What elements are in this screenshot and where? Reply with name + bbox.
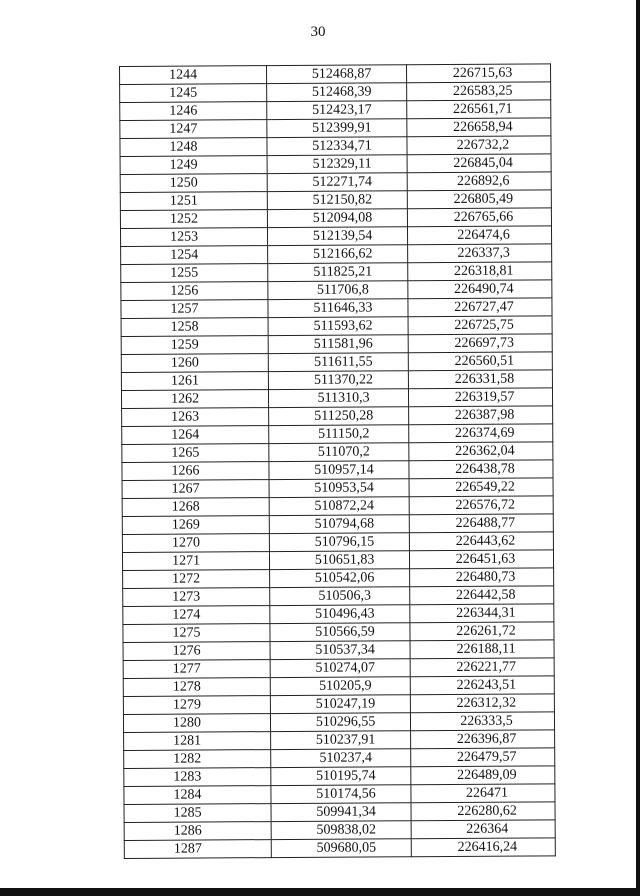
x-coordinate-cell: 510496,43 — [270, 605, 410, 624]
y-coordinate-cell: 226451,63 — [409, 550, 553, 569]
y-coordinate-cell: 226333,5 — [410, 712, 554, 731]
x-coordinate-cell: 512468,39 — [267, 83, 407, 102]
x-coordinate-cell: 510796,15 — [269, 533, 409, 552]
y-coordinate-cell: 226261,72 — [410, 622, 554, 641]
point-number-cell: 1255 — [121, 264, 268, 283]
y-coordinate-cell: 226344,31 — [410, 604, 554, 623]
page-number: 30 — [310, 24, 326, 40]
point-number-cell: 1245 — [120, 84, 267, 103]
x-coordinate-cell: 512423,17 — [267, 101, 407, 120]
y-coordinate-cell: 226243,51 — [410, 676, 554, 695]
point-number-cell: 1269 — [122, 516, 269, 535]
point-number-cell: 1285 — [124, 804, 271, 823]
table-row — [124, 838, 555, 859]
point-number-cell: 1260 — [121, 354, 268, 373]
x-coordinate-cell: 510274,07 — [270, 659, 410, 678]
x-coordinate-cell: 511150,2 — [269, 425, 409, 444]
point-number-cell: 1256 — [121, 282, 268, 301]
point-number-cell: 1253 — [120, 228, 267, 247]
y-coordinate-cell: 226474,6 — [408, 226, 552, 245]
point-number-cell: 1271 — [122, 552, 269, 571]
y-coordinate-cell: 226364 — [411, 820, 555, 839]
x-coordinate-cell: 511250,28 — [269, 407, 409, 426]
y-coordinate-cell: 226319,57 — [409, 388, 553, 407]
y-coordinate-cell: 226443,62 — [409, 532, 553, 551]
x-coordinate-cell: 511646,33 — [268, 299, 408, 318]
y-coordinate-cell: 226732,2 — [407, 136, 551, 155]
point-number-cell: 1266 — [122, 462, 269, 481]
x-coordinate-cell: 511370,22 — [268, 371, 408, 390]
x-coordinate-cell: 511611,55 — [268, 353, 408, 372]
y-coordinate-cell: 226188,11 — [410, 640, 554, 659]
y-coordinate-cell: 226396,87 — [411, 730, 555, 749]
y-coordinate-cell: 226221,77 — [410, 658, 554, 677]
coordinates-table-body — [120, 64, 556, 859]
point-number-cell: 1261 — [121, 372, 268, 391]
point-number-cell: 1280 — [123, 714, 270, 733]
y-coordinate-cell: 226805,49 — [407, 190, 551, 209]
y-coordinate-cell: 226725,75 — [408, 316, 552, 335]
point-number-cell: 1265 — [122, 444, 269, 463]
point-number-cell: 1274 — [123, 606, 270, 625]
y-coordinate-cell: 226337,3 — [408, 244, 552, 263]
point-number-cell: 1267 — [122, 480, 269, 499]
point-number-cell: 1275 — [123, 624, 270, 643]
coordinates-table — [119, 63, 556, 859]
x-coordinate-cell: 511706,8 — [268, 281, 408, 300]
point-number-cell: 1257 — [121, 300, 268, 319]
y-coordinate-cell: 226845,04 — [407, 154, 551, 173]
point-number-cell: 1250 — [120, 174, 267, 193]
x-coordinate-cell: 509680,05 — [271, 839, 411, 858]
y-coordinate-cell: 226765,66 — [407, 208, 551, 227]
point-number-cell: 1254 — [121, 246, 268, 265]
y-coordinate-cell: 226892,6 — [407, 172, 551, 191]
x-coordinate-cell: 512150,82 — [267, 191, 407, 210]
y-coordinate-cell: 226658,94 — [407, 118, 551, 137]
x-coordinate-cell: 510506,3 — [270, 587, 410, 606]
y-coordinate-cell: 226280,62 — [411, 802, 555, 821]
y-coordinate-cell: 226576,72 — [409, 496, 553, 515]
y-coordinate-cell: 226416,24 — [411, 838, 555, 857]
x-coordinate-cell: 510247,19 — [270, 695, 410, 714]
y-coordinate-cell: 226387,98 — [409, 406, 553, 425]
x-coordinate-cell: 510237,91 — [271, 731, 411, 750]
y-coordinate-cell: 226490,74 — [408, 280, 552, 299]
point-number-cell: 1259 — [121, 336, 268, 355]
point-number-cell: 1287 — [124, 840, 271, 859]
x-coordinate-cell: 510651,83 — [270, 551, 410, 570]
point-number-cell: 1278 — [123, 678, 270, 697]
y-coordinate-cell: 226479,57 — [411, 748, 555, 767]
point-number-cell: 1244 — [120, 66, 267, 85]
point-number-cell: 1258 — [121, 318, 268, 337]
x-coordinate-cell: 510542,06 — [270, 569, 410, 588]
y-coordinate-cell: 226583,25 — [407, 82, 551, 101]
y-coordinate-cell: 226362,04 — [409, 442, 553, 461]
y-coordinate-cell: 226471 — [411, 784, 555, 803]
point-number-cell: 1272 — [123, 570, 270, 589]
point-number-cell: 1263 — [122, 408, 269, 427]
y-coordinate-cell: 226374,69 — [409, 424, 553, 443]
y-coordinate-cell: 226438,78 — [409, 460, 553, 479]
y-coordinate-cell: 226318,81 — [408, 262, 552, 281]
x-coordinate-cell: 512329,11 — [267, 155, 407, 174]
x-coordinate-cell: 510953,54 — [269, 479, 409, 498]
point-number-cell: 1249 — [120, 156, 267, 175]
x-coordinate-cell: 510872,24 — [269, 497, 409, 516]
x-coordinate-cell: 512094,08 — [267, 209, 407, 228]
x-coordinate-cell: 510237,4 — [271, 749, 411, 768]
x-coordinate-cell: 511593,62 — [268, 317, 408, 336]
point-number-cell: 1262 — [121, 390, 268, 409]
x-coordinate-cell: 510566,59 — [270, 623, 410, 642]
x-coordinate-cell: 510537,34 — [270, 641, 410, 660]
point-number-cell: 1277 — [123, 660, 270, 679]
point-number-cell: 1248 — [120, 138, 267, 157]
point-number-cell: 1276 — [123, 642, 270, 661]
x-coordinate-cell: 512139,54 — [268, 227, 408, 246]
point-number-cell: 1281 — [124, 732, 271, 751]
point-number-cell: 1251 — [120, 192, 267, 211]
y-coordinate-cell: 226549,22 — [409, 478, 553, 497]
y-coordinate-cell: 226480,73 — [410, 568, 554, 587]
x-coordinate-cell: 511825,21 — [268, 263, 408, 282]
point-number-cell: 1247 — [120, 120, 267, 139]
x-coordinate-cell: 510205,9 — [270, 677, 410, 696]
point-number-cell: 1273 — [123, 588, 270, 607]
x-coordinate-cell: 511070,2 — [269, 443, 409, 462]
x-coordinate-cell: 512166,62 — [268, 245, 408, 264]
y-coordinate-cell: 226489,09 — [411, 766, 555, 785]
x-coordinate-cell: 511581,96 — [268, 335, 408, 354]
y-coordinate-cell: 226727,47 — [408, 298, 552, 317]
x-coordinate-cell: 512271,74 — [267, 173, 407, 192]
point-number-cell: 1268 — [122, 498, 269, 517]
y-coordinate-cell: 226331,58 — [408, 370, 552, 389]
point-number-cell: 1286 — [124, 822, 271, 841]
y-coordinate-cell: 226488,77 — [409, 514, 553, 533]
x-coordinate-cell: 511310,3 — [269, 389, 409, 408]
y-coordinate-cell: 226312,32 — [410, 694, 554, 713]
x-coordinate-cell: 512468,87 — [267, 65, 407, 84]
y-coordinate-cell: 226697,73 — [408, 334, 552, 353]
y-coordinate-cell: 226442,58 — [410, 586, 554, 605]
x-coordinate-cell: 509941,34 — [271, 803, 411, 822]
x-coordinate-cell: 510174,56 — [271, 785, 411, 804]
point-number-cell: 1283 — [124, 768, 271, 787]
x-coordinate-cell: 510957,14 — [269, 461, 409, 480]
point-number-cell: 1279 — [123, 696, 270, 715]
x-coordinate-cell: 512334,71 — [267, 137, 407, 156]
point-number-cell: 1246 — [120, 102, 267, 121]
y-coordinate-cell: 226715,63 — [407, 64, 551, 83]
point-number-cell: 1252 — [120, 210, 267, 229]
point-number-cell: 1282 — [124, 750, 271, 769]
y-coordinate-cell: 226560,51 — [408, 352, 552, 371]
point-number-cell: 1270 — [122, 534, 269, 553]
x-coordinate-cell: 509838,02 — [271, 821, 411, 840]
y-coordinate-cell: 226561,71 — [407, 100, 551, 119]
x-coordinate-cell: 510794,68 — [269, 515, 409, 534]
point-number-cell: 1284 — [124, 786, 271, 805]
x-coordinate-cell: 512399,91 — [267, 119, 407, 138]
point-number-cell: 1264 — [122, 426, 269, 445]
x-coordinate-cell: 510296,55 — [271, 713, 411, 732]
x-coordinate-cell: 510195,74 — [271, 767, 411, 786]
